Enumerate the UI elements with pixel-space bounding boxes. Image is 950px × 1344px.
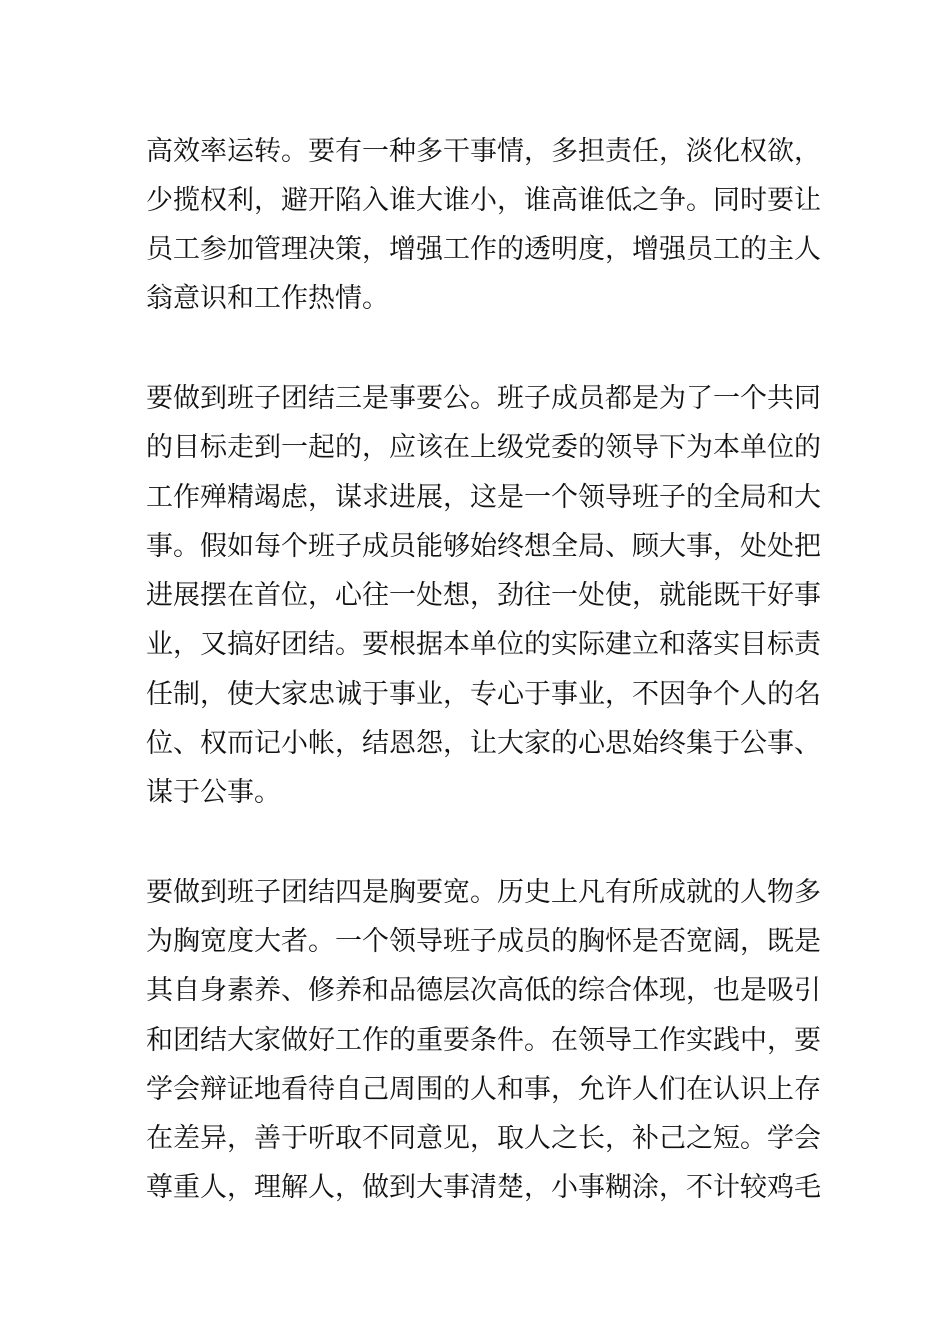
paragraph-line: 的目标走到一起的，应该在上级党委的领导下为本单位的	[146, 432, 821, 463]
paragraph-line: 翁意识和工作热情。	[146, 283, 389, 314]
paragraph-line: 和团结大家做好工作的重要条件。在领导工作实践中，要	[146, 1025, 821, 1056]
paragraph-line: 位、权而记小帐，结恩怨，让大家的心思始终集于公事、	[146, 728, 821, 759]
paragraph-line: 要做到班子团结四是胸要宽。历史上凡有所成就的人物多	[146, 877, 821, 908]
paragraph-line: 少揽权利，避开陷入谁大谁小，谁高谁低之争。同时要让	[146, 185, 821, 216]
paragraph-line: 学会辩证地看待自己周围的人和事，允许人们在认识上存	[146, 1074, 821, 1105]
paragraph-line: 进展摆在首位，心往一处想，劲往一处使，就能既干好事	[146, 580, 821, 611]
paragraph-line: 其自身素养、修养和品德层次高低的综合体现，也是吸引	[146, 975, 821, 1006]
paragraph-line: 业，又搞好团结。要根据本单位的实际建立和落实目标责	[146, 629, 821, 660]
paragraph-line: 高效率运转。要有一种多干事情，多担责任，淡化权欲，	[146, 136, 821, 167]
paragraph-line: 谋于公事。	[146, 777, 281, 808]
paragraph-line: 在差异，善于听取不同意见，取人之长，补己之短。学会	[146, 1123, 821, 1154]
paragraph-line: 任制，使大家忠诚于事业，专心于事业，不因争个人的名	[146, 679, 821, 710]
paragraph-line: 员工参加管理决策，增强工作的透明度，增强员工的主人	[146, 234, 821, 265]
paragraph-line: 工作殚精竭虑，谋求进展，这是一个领导班子的全局和大	[146, 482, 821, 513]
paragraph-line: 为胸宽度大者。一个领导班子成员的胸怀是否宽阔，既是	[146, 926, 821, 957]
paragraph-line: 尊重人，理解人，做到大事清楚，小事糊涂，不计较鸡毛	[146, 1172, 821, 1203]
paragraph-line: 事。假如每个班子成员能够始终想全局、顾大事，处处把	[146, 531, 821, 562]
paragraph-line: 要做到班子团结三是事要公。班子成员都是为了一个共同	[146, 383, 821, 414]
